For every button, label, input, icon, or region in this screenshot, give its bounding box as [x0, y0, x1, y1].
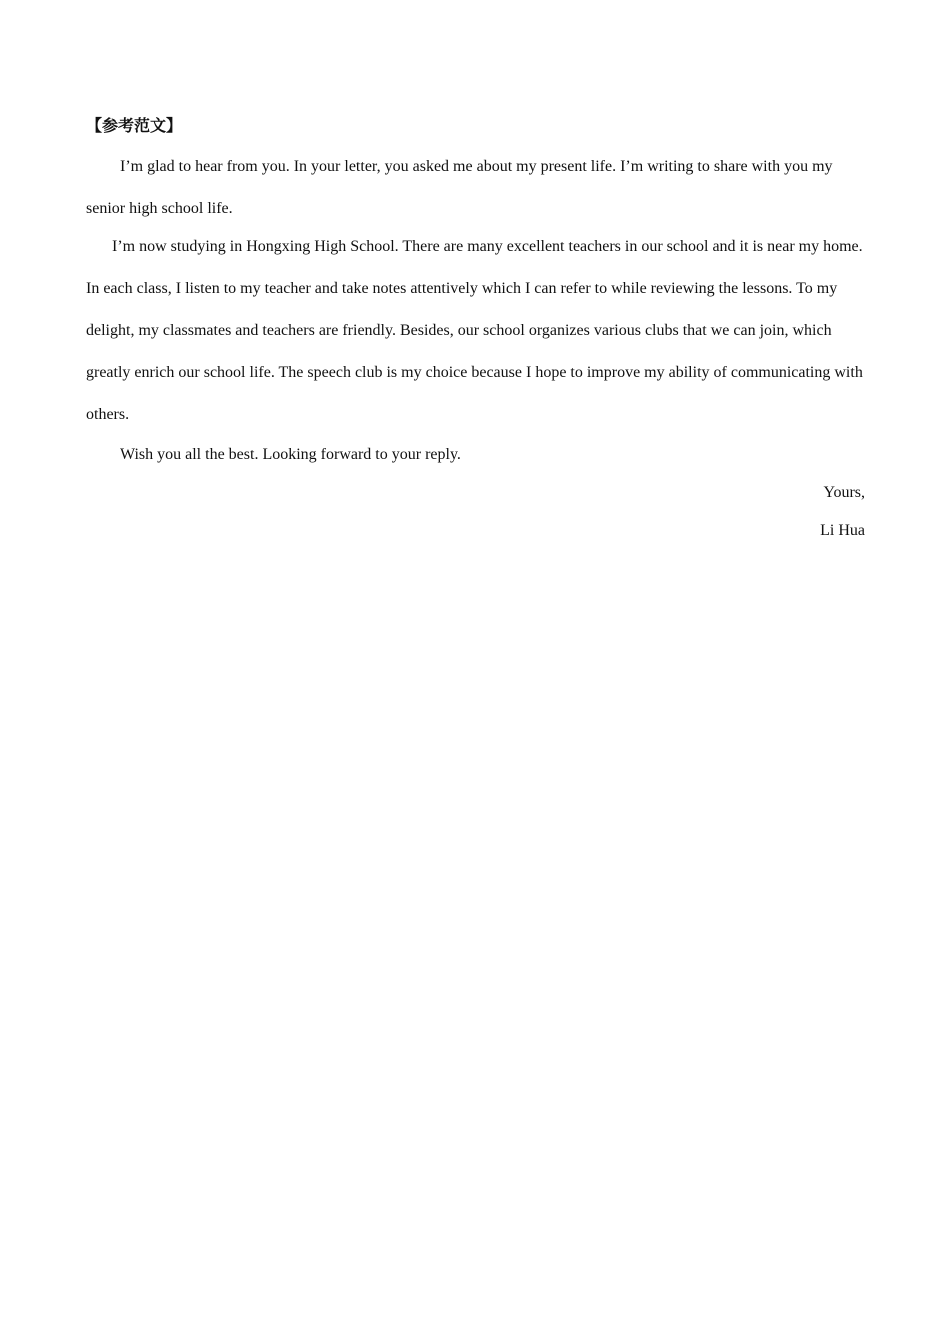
signature: Li Hua: [820, 522, 865, 539]
paragraph-1: I’m glad to hear from you. In your letter, you asked me about my present life. I’m writing to share with you my senior high school life.: [86, 158, 833, 217]
paragraph-2: I’m now studying in Hongxing High School. There are many excellent teachers in our school and it is near my home. In each class, I listen to my teacher and take notes attentively which I can refer to while reviewing the lessons. To my delight, my classmates and teachers are friendly. Besides, our school organizes various clubs that we can join, which greatly enrich our school life. The speech club is my choice because I hope to improve my ability of communicating with others.: [86, 238, 863, 423]
sign-off: Yours,: [823, 484, 865, 501]
closing-sentence: Wish you all the best. Looking forward to your reply.: [120, 446, 461, 463]
document-page: [86, 112, 865, 550]
document-heading: 【参考范文】: [86, 118, 183, 135]
